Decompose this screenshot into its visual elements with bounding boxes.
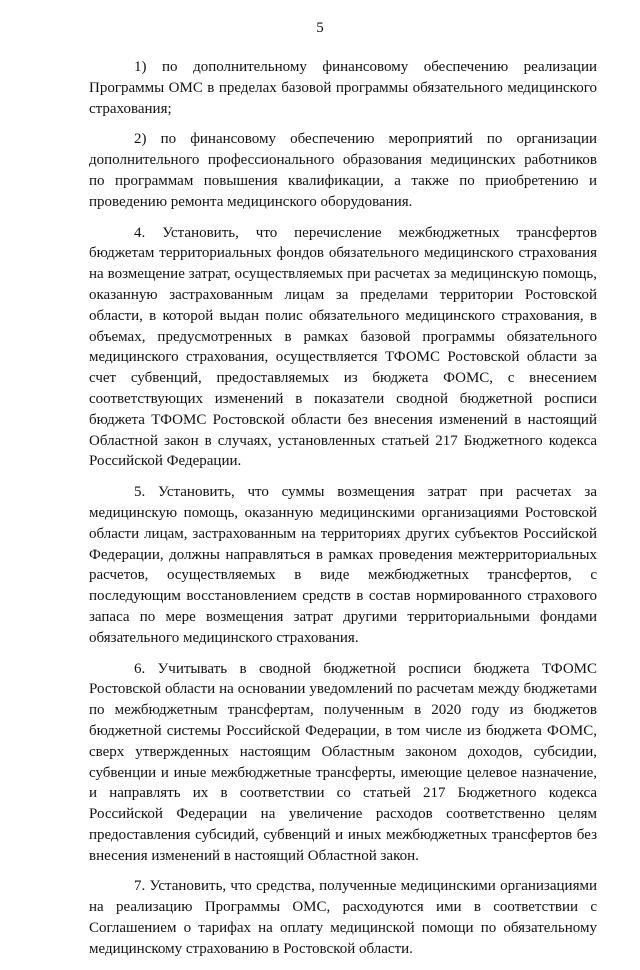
paragraph-clause-7: 7. Установить, что средства, полученные медицинскими организациями на реализацию Программы ОМС, расходуются ими в соответствии с Соглашением о тарифах на оплату медицинской помощи по обязательному медицинскому страхованию в Ростовской области. [89, 878, 597, 957]
document-body [89, 57, 597, 970]
page-number: 5 [316, 20, 324, 36]
paragraph-item-1: 1) по дополнительному финансовому обеспечению реализации Программы ОМС в пределах базовой программы обязательного медицинского страхования; [89, 59, 597, 117]
paragraph-clause-6: 6. Учитывать в сводной бюджетной росписи бюджета ТФОМС Ростовской области на основании уведомлений по расчетам между бюджетами по межбюджетным трансфертам, полученным в 2020 году из бюджетов бюджетной системы Российской Федерации, в том числе из бюджета ФОМС, сверх утвержденных настоящим Областным законом доходов, субсидии, субвенции и иные межбюджетные трансферты, имеющие целевое назначение, и направлять их в соответствии со статьей 217 Бюджетного кодекса Российской Федерации на увеличение расходов соответственно целям предоставления субсидий, субвенций и иных межбюджетных трансфертов без внесения изменений в настоящий Областной закон. [89, 660, 597, 864]
paragraph-clause-5: 5. Установить, что суммы возмещения затрат при расчетах за медицинскую помощь, оказанную медицинскими организациями Ростовской области лицам, застрахованным на территориях других субъектов Российской Федерации, должны направляться в рамках проведения межтерриториальных расчетов, осуществляемых в виде межбюджетных трансфертов, с последующим восстановлением средств в состав нормированного страхового запаса по мере возмещения затрат другими территориальными фондами обязательного медицинского страхования. [89, 484, 597, 646]
paragraph-clause-4: 4. Установить, что перечисление межбюджетных трансфертов бюджетам территориальных фондов обязательного медицинского страхования на возмещение затрат, осуществляемых при расчетах за медицинскую помощь, оказанную застрахованным лицам за пределами территории Ростовской области, в которой выдан полис обязательного медицинского страхования, в объемах, предусмотренных в рамках базовой программы обязательного медицинского страхования, осуществляется ТФОМС Ростовской области за счет субвенций, предоставляемых из бюджета ФОМС, с внесением соответствующих изменений в показатели сводной бюджетной росписи бюджета ТФОМС Ростовской области без внесения изменений в настоящий Областной закон в случаях, установленных статьей 217 Бюджетного кодекса Российской Федерации. [89, 224, 597, 470]
paragraph-item-2: 2) по финансовому обеспечению мероприятий по организации дополнительного профессионального образования медицинских работников по программам повышения квалификации, а также по приобретению и проведению ремонта медицинского оборудования. [89, 131, 597, 210]
